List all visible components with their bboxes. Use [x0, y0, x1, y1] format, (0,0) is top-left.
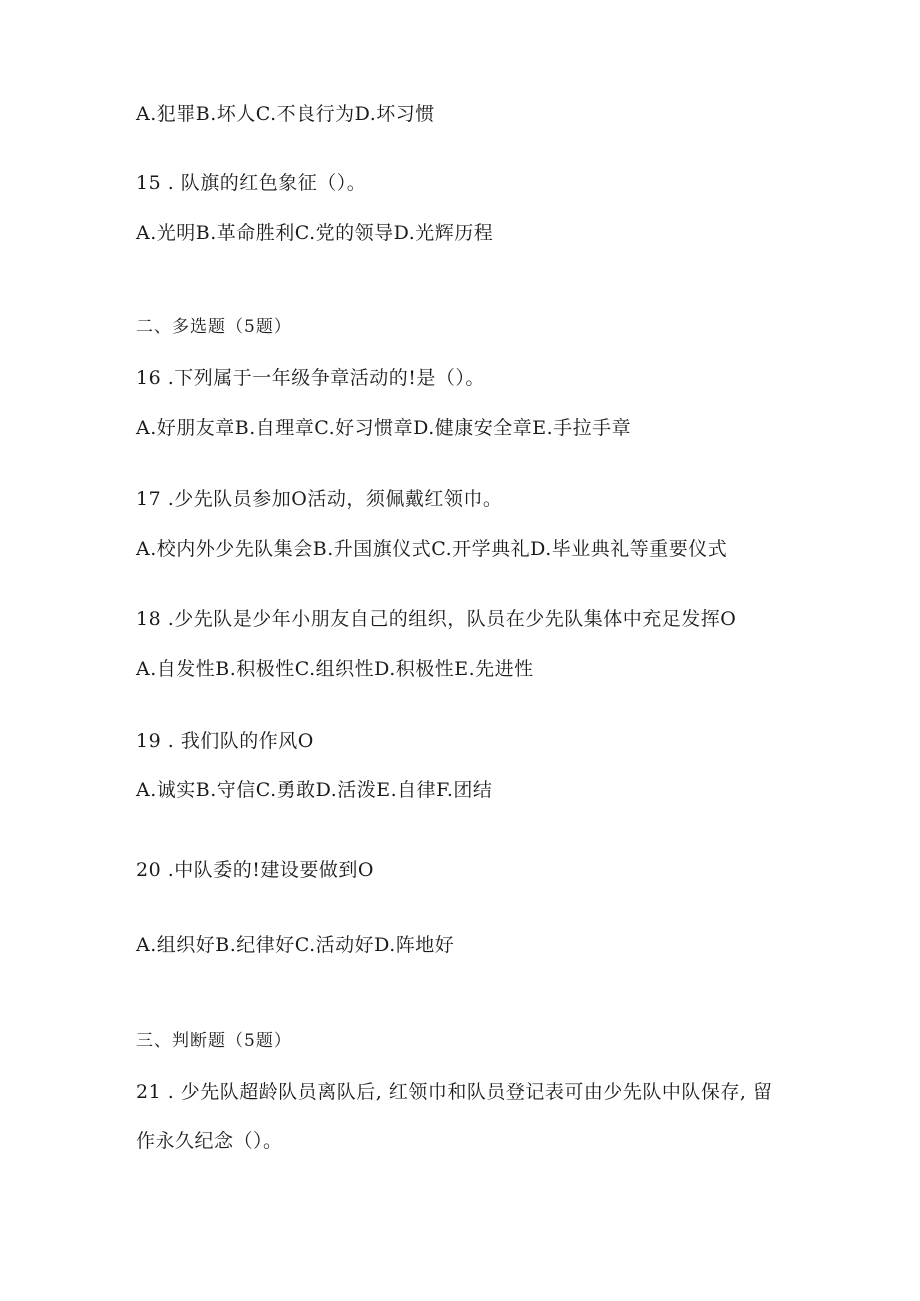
q20-question: 20 .中队委的!建设要做到O — [136, 859, 374, 881]
q16-question: 16 .下列属于一年级争章活动的!是（）。 — [136, 367, 485, 389]
q14-options: A.犯罪B.坏人C.不良行为D.坏习惯 — [136, 103, 435, 125]
q15-question: 15 . 队旗的红色象征（）。 — [136, 172, 367, 194]
q19-options: A.诚实B.守信C.勇敢D.活泼E.自律F.团结 — [136, 779, 493, 801]
q21-question-line-1: 21 . 少先队超龄队员离队后, 红领巾和队员登记表可由少先队中队保存, 留 — [136, 1081, 773, 1103]
q20-options: A.组织好B.纪律好C.活动好D.阵地好 — [136, 934, 455, 956]
section-heading-multiple-choice: 二、多选题（5题） — [136, 317, 292, 337]
q16-options: A.好朋友章B.自理章C.好习惯章D.健康安全章E.手拉手章 — [136, 417, 632, 439]
q19-question: 19 . 我们队的作风O — [136, 730, 314, 752]
q18-question: 18 .少先队是少年小朋友自己的组织，队员在少先队集体中充足发挥O — [136, 608, 737, 630]
section-heading-true-false: 三、判断题（5题） — [136, 1031, 292, 1051]
q15-options: A.光明B.革命胜利C.党的领导D.光辉历程 — [136, 222, 494, 244]
q17-question: 17 .少先队员参加O活动，须佩戴红领巾。 — [136, 488, 503, 510]
q21-question-line-2: 作永久纪念（）。 — [136, 1130, 283, 1152]
q18-options: A.自发性B.积极性C.组织性D.积极性E.先进性 — [136, 658, 534, 680]
q17-options: A.校内外少先队集会B.升国旗仪式C.开学典礼D.毕业典礼等重要仪式 — [136, 538, 728, 560]
